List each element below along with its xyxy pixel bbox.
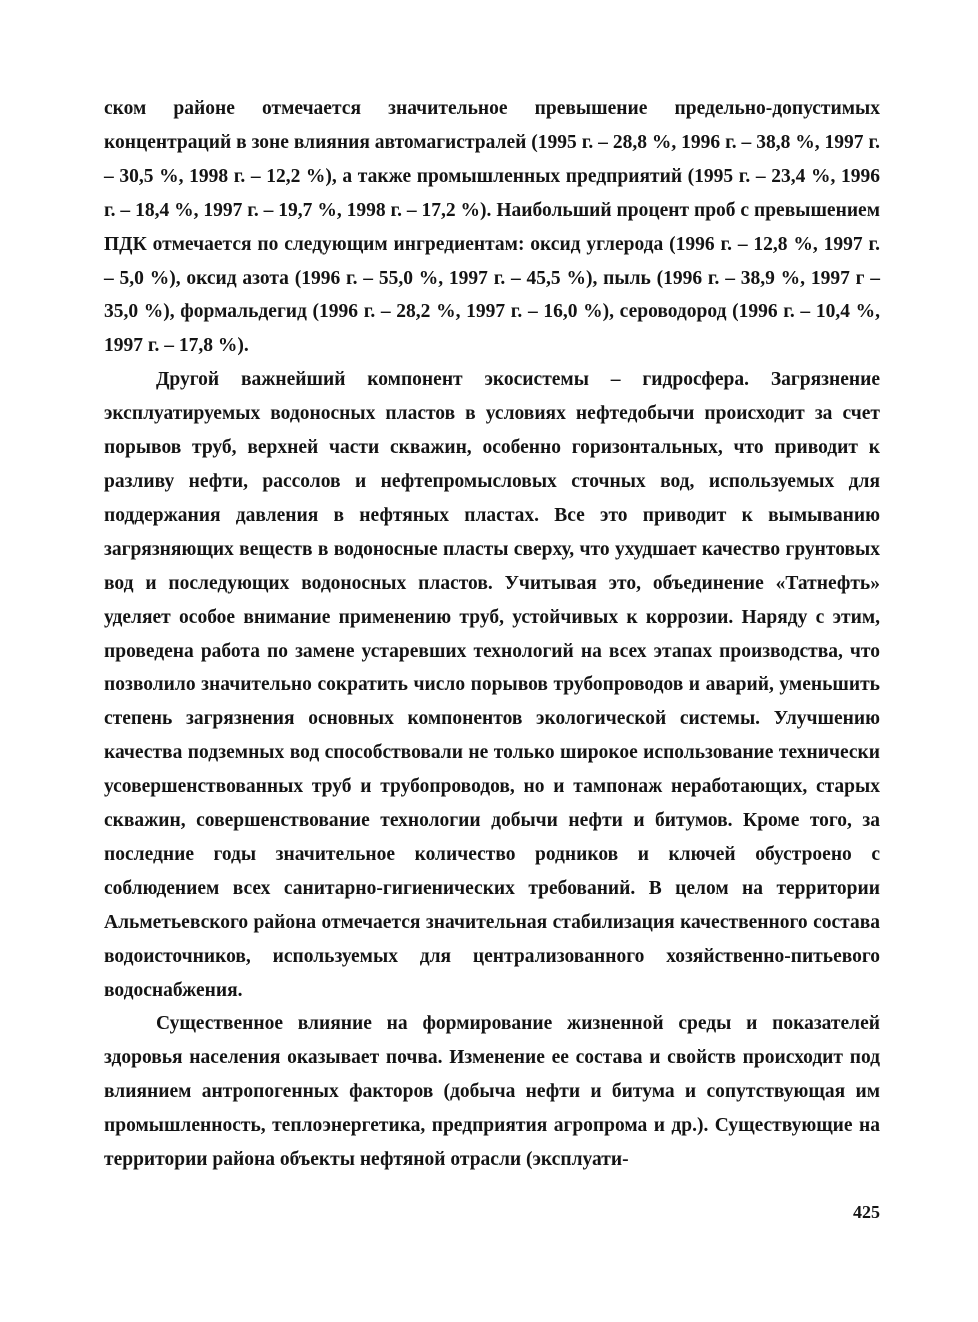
body-text xyxy=(104,92,880,1177)
paragraph-air-pollution: ском районе отмечается значительное превышение предельно-допустимых концентраций в зоне влияния автомагистралей (1995 г. – 28,8 %, 1996 г. – 38,8 %, 1997 г. – 30,5 %, 1998 г. – 12,2 %), а также промышленных предприятий (1995 г. – 23,4 %, 1996 г. – 18,4 %, 1997 г. – 19,7 %, 1998 г. – 17,2 %). Наибольший процент проб с превышением ПДК отмечается по следующим ингредиентам: оксид углерода (1996 г. – 12,8 %, 1997 г. – 5,0 %), оксид азота (1996 г. – 55,0 %, 1997 г. – 45,5 %), пыль (1996 г. – 38,9 %, 1997 г – 35,0 %), формальдегид (1996 г. – 28,2 %, 1997 г. – 16,0 %), сероводород (1996 г. – 10,4 %, 1997 г. – 17,8 %). xyxy=(104,98,880,357)
page-number: 425 xyxy=(853,1202,880,1222)
paragraph-hydrosphere: Другой важнейший компонент экосистемы – гидросфера. Загрязнение эксплуатируемых водоносных пластов в условиях нефтедобычи происходит за счет порывов труб, верхней части скважин, особенно горизонтальных, что приводит к разливу нефти, рассолов и нефтепромысловых сточных вод, используемых для поддержания давления в нефтяных пластах. Все это приводит к вымыванию загрязняющих веществ в водоносные пласты сверху, что ухудшает качество грунтовых вод и последующих водоносных пластов. Учитывая это, объединение «Татнефть» уделяет особое внимание применению труб, устойчивых к коррозии. Наряду с этим, проведена работа по замене устаревших технологий на всех этапах производства, что позволило значительно сократить число порывов трубопроводов и аварий, уменьшить степень загрязнения основных компонентов экологической системы. Улучшению качества подземных вод способствовали не только широкое использование технически усовершенствованных труб и трубопроводов, но и тампонаж неработающих, старых скважин, совершенствование технологии добычи нефти и битумов. Кроме того, за последние годы значительное количество родников и ключей обустроено с соблюдением всех санитарно-гигиенических требований. В целом на территории Альметьевского района отмечается значительная стабилизация качественного состава водоисточников, используемых для централизованного хозяйственно-питьевого водоснабжения. xyxy=(104,369,880,1001)
paragraph-soil: Существенное влияние на формирование жизненной среды и показателей здоровья населения оказывает почва. Изменение ее состава и свойств происходит под влиянием антропогенных факторов (добыча нефти и битума и сопутствующая им промышленность, теплоэнергетика, предприятия агропрома и др.). Существующие на территории района объекты нефтяной отрасли (эксплуати- xyxy=(104,1013,880,1171)
